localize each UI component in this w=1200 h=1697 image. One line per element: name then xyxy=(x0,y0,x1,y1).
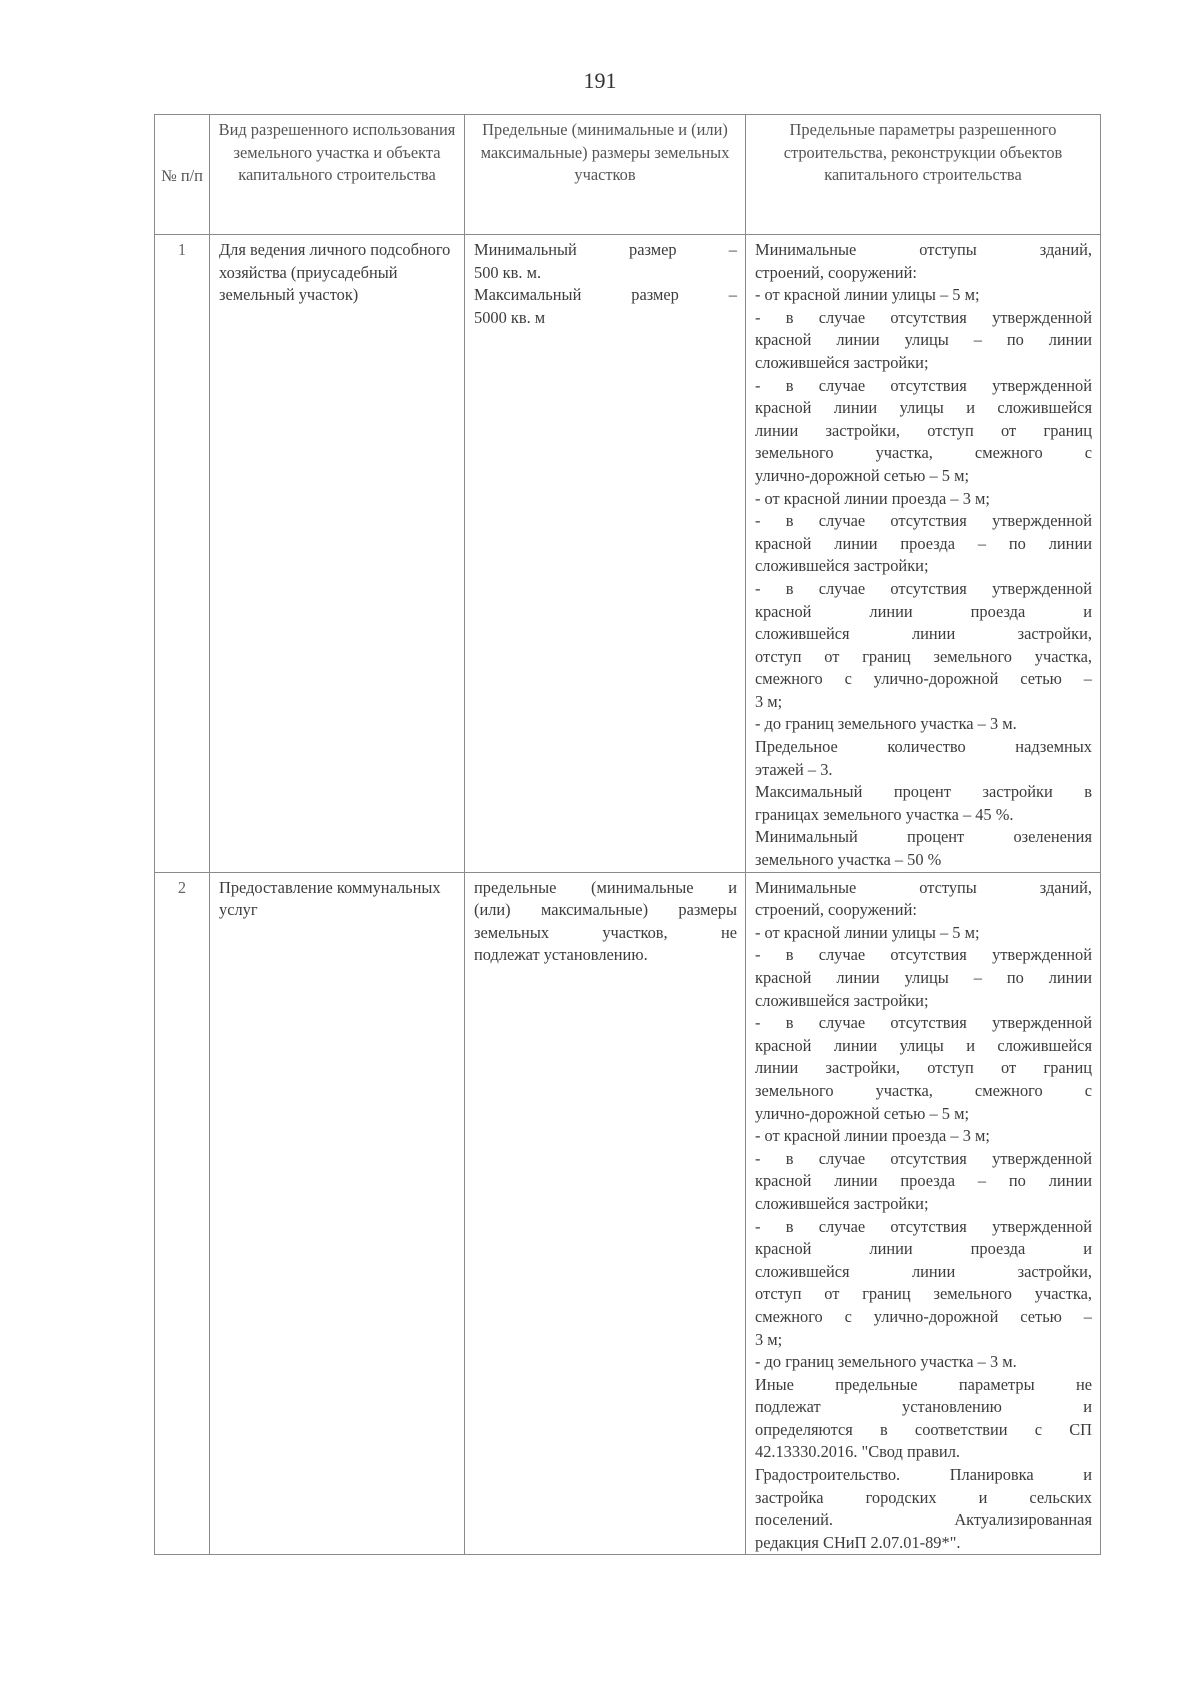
build-params-line: Минимальные отступы зданий, xyxy=(755,240,1092,259)
build-params-line: красной линии проезда – по линии xyxy=(755,1171,1092,1191)
build-params-line: Предельное количество надземных xyxy=(755,737,1092,757)
header-use-type: Вид разрешенного использования земельного участка и объекта капитального строительства xyxy=(210,115,465,235)
build-params-line: красной линии улицы и сложившейся xyxy=(755,1035,1092,1055)
header-build-params: Предельные параметры разрешенного строительства, реконструкции объектов капитального строительства xyxy=(746,115,1101,235)
use-type-cell xyxy=(210,872,465,1555)
table-row xyxy=(155,235,1101,873)
build-params-line: - в случае отсутствия утвержденной xyxy=(755,307,1092,327)
build-params-line: - в случае отсутствия утвержденной xyxy=(755,1148,1092,1168)
build-params-line: земельного участка, смежного с xyxy=(755,443,1092,463)
build-params-line: красной линии улицы – по линии xyxy=(755,330,1092,350)
use-type-text: Предоставление коммунальных услуг xyxy=(219,877,441,920)
plot-size-line: предельные (минимальные и xyxy=(474,877,737,897)
build-params-line: отступ от границ земельного участка, xyxy=(755,646,1092,666)
build-params-line: Минимальный процент озеленения xyxy=(755,827,1092,847)
build-params-line: границах земельного участка – 45 %. xyxy=(755,804,1014,824)
build-params-line: 3 м; xyxy=(755,1329,783,1349)
header-plot-sizes: Предельные (минимальные и (или) максимальные) размеры земельных участков xyxy=(465,115,746,235)
build-params-line: красной линии проезда и xyxy=(755,601,1092,621)
build-params-cell xyxy=(746,235,1101,873)
build-params-line: Минимальные отступы зданий, xyxy=(755,877,1092,897)
plot-size-line: 5000 кв. м xyxy=(474,307,546,327)
build-params-line: 3 м; xyxy=(755,691,783,711)
build-params-line: 42.13330.2016. "Свод правил. xyxy=(755,1442,960,1462)
build-params-line: сложившейся застройки; xyxy=(755,990,929,1010)
table-row xyxy=(155,872,1101,1555)
header-number: № п/п xyxy=(155,115,210,235)
build-params-line: Максимальный процент застройки в xyxy=(755,782,1092,802)
plot-size-line: (или) максимальные) размеры xyxy=(474,900,737,920)
build-params-line: красной линии улицы и сложившейся xyxy=(755,398,1092,418)
build-params-line: - в случае отсутствия утвержденной xyxy=(755,511,1092,531)
plot-size-line: 500 кв. м. xyxy=(474,262,542,282)
row-number: 1 xyxy=(155,235,210,873)
build-params-line: подлежат установлению и xyxy=(755,1397,1092,1417)
build-params-line: - в случае отсутствия утвержденной xyxy=(755,375,1092,395)
plot-size-line: Минимальный размер – xyxy=(474,240,737,259)
row-number: 2 xyxy=(155,872,210,1555)
build-params-cell xyxy=(746,872,1101,1555)
use-type-text: Для ведения личного подсобного хозяйства (приусадебный земельный участок) xyxy=(219,240,451,305)
build-params-line: сложившейся застройки; xyxy=(755,556,929,576)
build-params-line: улично-дорожной сетью – 5 м; xyxy=(755,1103,970,1123)
build-params-line: линии застройки, отступ от границ xyxy=(755,420,1092,440)
build-params-line: Градостроительство. Планировка и xyxy=(755,1465,1092,1485)
plot-size-cell xyxy=(465,235,746,873)
build-params-line: улично-дорожной сетью – 5 м; xyxy=(755,465,970,485)
build-params-line: - от красной линии улицы – 5 м; xyxy=(755,285,980,305)
build-params-line: смежного с улично-дорожной сетью – xyxy=(755,669,1092,689)
page-number: 191 xyxy=(583,68,617,93)
build-params-line: определяются в соответствии с СП xyxy=(755,1419,1092,1439)
land-use-table xyxy=(154,114,1101,1555)
build-params-line: редакция СНиП 2.07.01-89*". xyxy=(755,1532,961,1552)
build-params-line: строений, сооружений: xyxy=(755,262,917,282)
build-params-line: - в случае отсутствия утвержденной xyxy=(755,1013,1092,1033)
plot-size-cell xyxy=(465,872,746,1555)
build-params-line: - от красной линии проезда – 3 м; xyxy=(755,488,990,508)
use-type-cell xyxy=(210,235,465,873)
build-params-line: этажей – 3. xyxy=(755,759,833,779)
build-params-line: строений, сооружений: xyxy=(755,900,917,920)
table-header-row xyxy=(155,115,1101,235)
build-params-line: линии застройки, отступ от границ xyxy=(755,1058,1092,1078)
build-params-line: земельного участка, смежного с xyxy=(755,1080,1092,1100)
build-params-line: - до границ земельного участка – 3 м. xyxy=(755,714,1017,734)
build-params-line: - в случае отсутствия утвержденной xyxy=(755,1216,1092,1236)
build-params-line: - в случае отсутствия утвержденной xyxy=(755,578,1092,598)
build-params-line: сложившейся застройки; xyxy=(755,1193,929,1213)
build-params-line: - в случае отсутствия утвержденной xyxy=(755,945,1092,965)
plot-size-line: земельных участков, не xyxy=(474,922,737,942)
build-params-line: земельного участка – 50 % xyxy=(755,850,942,870)
plot-size-line: Максимальный размер – xyxy=(474,285,737,305)
build-params-line: сложившейся застройки; xyxy=(755,352,929,372)
build-params-line: - от красной линии проезда – 3 м; xyxy=(755,1126,990,1146)
build-params-line: сложившейся линии застройки, xyxy=(755,624,1092,644)
build-params-line: - от красной линии улицы – 5 м; xyxy=(755,922,980,942)
build-params-line: поселений. Актуализированная xyxy=(755,1510,1092,1530)
build-params-line: красной линии проезда и xyxy=(755,1239,1092,1259)
build-params-line: красной линии улицы – по линии xyxy=(755,968,1092,987)
build-params-line: отступ от границ земельного участка, xyxy=(755,1284,1092,1304)
build-params-line: Иные предельные параметры не xyxy=(755,1374,1092,1394)
build-params-line: - до границ земельного участка – 3 м. xyxy=(755,1352,1017,1372)
plot-size-line: подлежат установлению. xyxy=(474,945,648,965)
build-params-line: сложившейся линии застройки, xyxy=(755,1261,1092,1281)
build-params-line: смежного с улично-дорожной сетью – xyxy=(755,1306,1092,1326)
build-params-line: красной линии проезда – по линии xyxy=(755,533,1092,553)
build-params-line: застройка городских и сельских xyxy=(755,1487,1092,1507)
